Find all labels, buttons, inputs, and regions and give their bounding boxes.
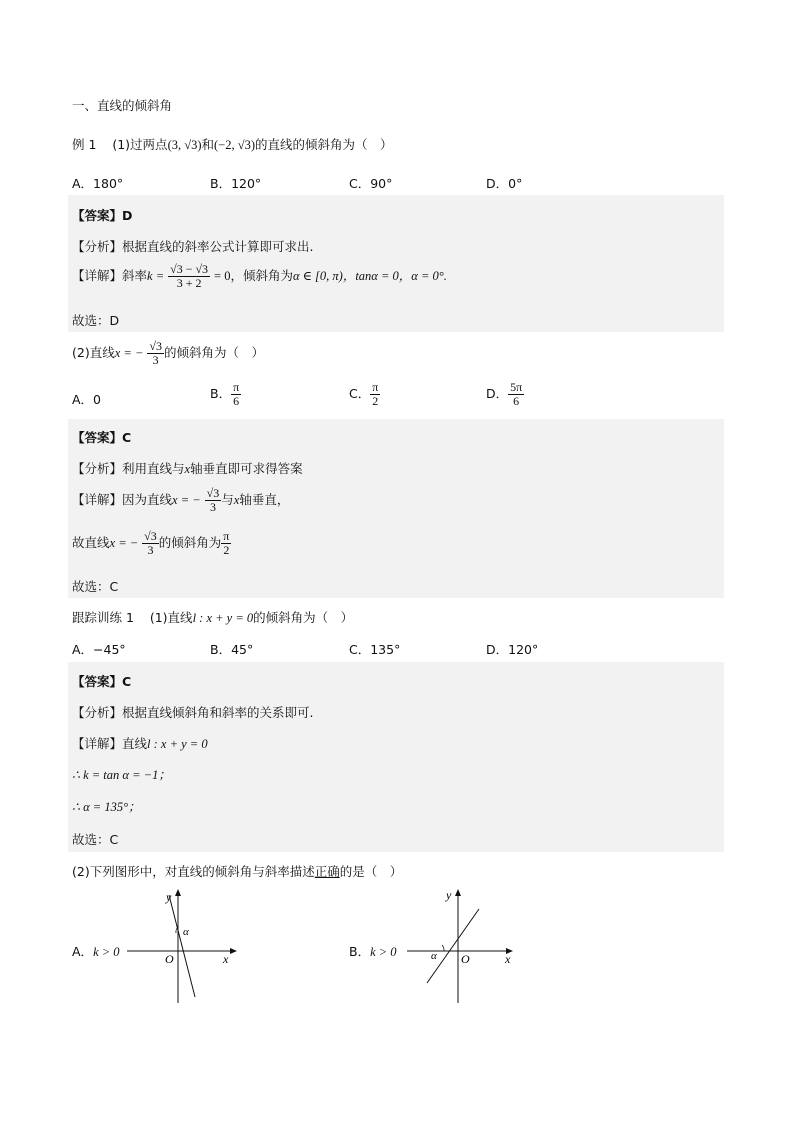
example-label: 例 1: [72, 137, 97, 152]
q2-option-c[interactable]: C． $\frac{\pi}{2}$: [349, 380, 379, 408]
q2-option-b[interactable]: B． $\frac{\pi}{6}$: [210, 380, 240, 408]
option-d[interactable]: D．0°: [486, 176, 523, 191]
x-label: x: [505, 952, 511, 966]
figure-b-graph: [405, 885, 520, 1007]
t1-option-b[interactable]: B．45°: [210, 642, 254, 657]
detail-3-step-2: ∴ α = 135°；: [72, 800, 141, 814]
alpha-label: α: [431, 950, 437, 962]
conclusion-3: 故选：C: [72, 832, 119, 847]
point-1: (3, √3): [167, 138, 202, 152]
detail-3: 【详解】直线l : x + y = 0: [72, 736, 208, 751]
x-axis-arrow: [230, 948, 237, 954]
section-title: 一、直线的倾斜角: [72, 98, 173, 113]
option-b[interactable]: B．120°: [210, 176, 262, 191]
t1-option-d[interactable]: D．120°: [486, 642, 539, 657]
answer-1: 【答案】D: [72, 208, 133, 223]
line-a: [169, 895, 195, 997]
y-axis-arrow: [175, 889, 181, 896]
detail-2: 【详解】因为直线x = − $\frac{√3}{3}$ 与x轴垂直，: [72, 486, 290, 514]
y-label: y: [166, 890, 172, 904]
y-label: y: [446, 888, 452, 902]
option-c[interactable]: C．90°: [349, 176, 393, 191]
analysis-2: 【分析】利用直线与x轴垂直即可求得答案: [72, 461, 303, 476]
example-1-question-2: (2)直线x = − $\frac{√3}{3}$ 的倾斜角为（ ）: [72, 339, 264, 367]
angle-arc-b: [442, 945, 444, 951]
origin-label: O: [461, 952, 470, 966]
origin-label: O: [165, 952, 174, 966]
t1-option-c[interactable]: C．135°: [349, 642, 401, 657]
detail-1: 【详解】斜率k = $\frac{√3 - √3}{3 + 2}$ = 0，倾斜角为α ∈ [0, π)，tanα = 0，α = 0°.: [72, 262, 447, 290]
detail-3-step-1: ∴ k = tan α = −1；: [72, 768, 171, 782]
analysis-1: 【分析】根据直线的斜率公式计算即可求出.: [72, 239, 314, 254]
y-axis-arrow: [455, 889, 461, 896]
conclusion-1: 故选：D: [72, 313, 120, 328]
detail-2-line-2: 故直线x = − $\frac{√3}{3}$ 的倾斜角为 $\frac{\pi}{2}$: [72, 529, 230, 557]
figure-a-graph: [125, 885, 240, 1007]
line-b: [427, 909, 479, 983]
question-stem-end: 的直线的倾斜角为（ ）: [255, 137, 393, 152]
analysis-3: 【分析】根据直线倾斜角和斜率的关系即可.: [72, 705, 314, 720]
x-label: x: [223, 952, 229, 966]
training-1-question-1: 跟踪训练 1 (1)直线l : x + y = 0的倾斜角为（ ）: [72, 610, 354, 625]
solution-block-3: [68, 662, 724, 852]
answer-3: 【答案】C: [72, 674, 132, 689]
point-2: (−2, √3): [214, 138, 256, 152]
training-1-question-2: (2)下列图形中，对直线的倾斜角与斜率描述正确的是（ ）: [72, 864, 403, 879]
question-stem: (1)过两点: [112, 137, 168, 152]
t1-option-a[interactable]: A．−45°: [72, 642, 126, 657]
figure-b-label[interactable]: B．k > 0: [349, 944, 397, 959]
question-stem-and: 和: [201, 137, 215, 152]
option-a[interactable]: A．180°: [72, 176, 124, 191]
q2-option-d[interactable]: D． $\frac{5\pi}{6}$: [486, 380, 523, 408]
answer-2: 【答案】C: [72, 430, 132, 445]
example-1-question-1: [72, 135, 393, 153]
figure-a-label[interactable]: A．k > 0: [72, 944, 120, 959]
conclusion-2: 故选：C: [72, 579, 119, 594]
q2-option-a[interactable]: A．0: [72, 392, 102, 407]
alpha-label: α: [183, 926, 189, 938]
